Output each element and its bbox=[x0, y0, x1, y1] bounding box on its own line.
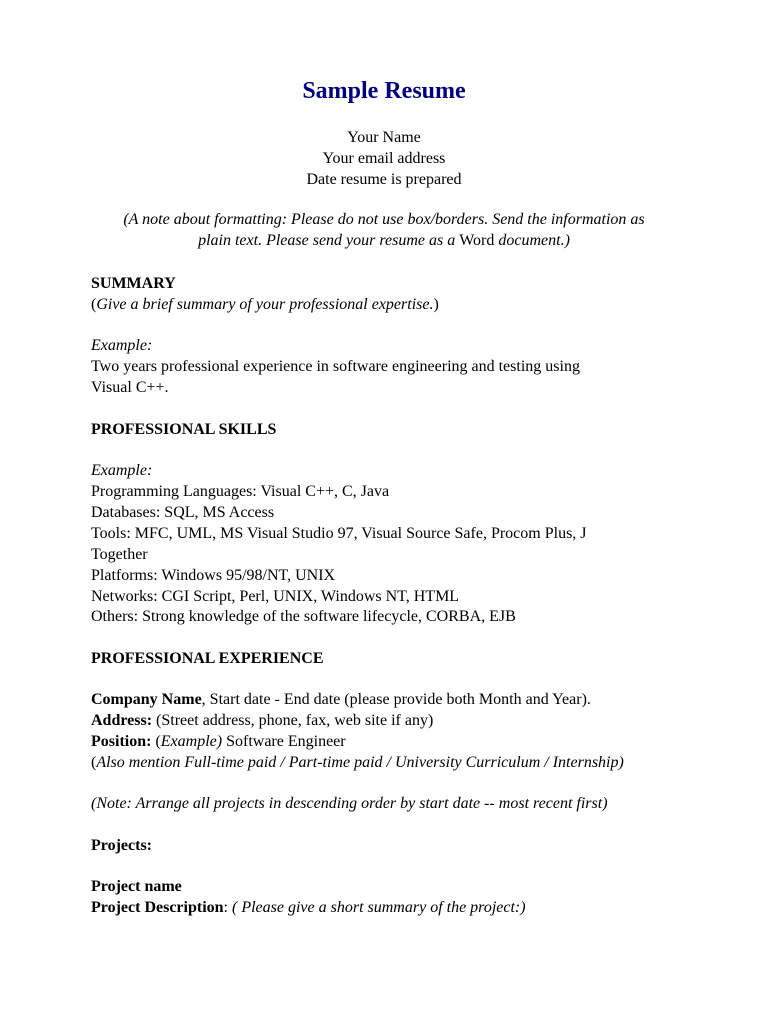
header-name: Your Name bbox=[347, 129, 421, 146]
position-text: Software Engineer bbox=[222, 733, 346, 750]
company-label: Company Name bbox=[91, 691, 202, 708]
summary-hint-text: Give a brief summary of your professional expertise. bbox=[96, 296, 434, 313]
summary-text-line2: Visual C++. bbox=[91, 379, 169, 396]
address-text: (Street address, phone, fax, web site if any) bbox=[152, 712, 434, 729]
skills-line: Tools: MFC, UML, MS Visual Studio 97, Visual Source Safe, Procom Plus, J bbox=[91, 525, 587, 542]
note-word: Word bbox=[459, 232, 495, 249]
address-label: Address: bbox=[91, 712, 153, 729]
project-description-colon: : bbox=[223, 899, 232, 916]
header-email: Your email address bbox=[322, 150, 446, 167]
note-text-b: document.) bbox=[494, 232, 570, 249]
mention-text: Also mention Full-time paid / Part-time paid / University Curriculum / Internship) bbox=[96, 754, 624, 771]
summary-example-label: Example: bbox=[91, 337, 153, 354]
skills-line: Together bbox=[91, 546, 148, 563]
project-description-label: Project Description bbox=[91, 899, 224, 916]
project-description-hint: ( Please give a short summary of the project:) bbox=[232, 899, 526, 916]
formatting-note bbox=[80, 209, 688, 251]
mention-open: ( bbox=[91, 754, 97, 771]
note-text-a: plain text. Please send your resume as a bbox=[198, 232, 460, 249]
skills-example-label: Example: bbox=[91, 462, 153, 479]
skills-line: Others: Strong knowledge of the software lifecycle, CORBA, EJB bbox=[91, 608, 516, 625]
address-line bbox=[91, 710, 691, 731]
mention-line bbox=[91, 752, 691, 773]
summary-text-line1: Two years professional experience in software engineering and testing using bbox=[91, 358, 580, 375]
header-date: Date resume is prepared bbox=[306, 171, 462, 188]
summary-hint bbox=[91, 294, 691, 315]
position-label: Position: bbox=[91, 733, 152, 750]
summary-heading: SUMMARY bbox=[91, 275, 176, 292]
projects-label: Projects: bbox=[91, 837, 152, 854]
formatting-note-line2 bbox=[80, 230, 688, 251]
skills-heading: PROFESSIONAL SKILLS bbox=[91, 421, 277, 438]
skills-line: Programming Languages: Visual C++, C, Java bbox=[91, 483, 390, 500]
position-line bbox=[91, 731, 691, 752]
skills-line: Platforms: Windows 95/98/NT, UNIX bbox=[91, 567, 336, 584]
experience-heading: PROFESSIONAL EXPERIENCE bbox=[91, 650, 324, 667]
formatting-note-line1: (A note about formatting: Please do not use box/borders. Send the information as bbox=[123, 211, 645, 228]
summary-hint-open: ( bbox=[91, 296, 97, 313]
skills-line: Databases: SQL, MS Access bbox=[91, 504, 275, 521]
skills-line: Networks: CGI Script, Perl, UNIX, Windows NT, HTML bbox=[91, 588, 460, 605]
project-description-line bbox=[91, 897, 691, 918]
projects-note: (Note: Arrange all projects in descending order by start date -- most recent first) bbox=[91, 795, 608, 812]
company-line bbox=[91, 689, 691, 710]
summary-hint-close: ) bbox=[433, 296, 439, 313]
position-open: ( bbox=[151, 733, 161, 750]
company-text: , Start date - End date (please provide both Month and Year). bbox=[201, 691, 591, 708]
page-title: Sample Resume bbox=[302, 78, 466, 104]
position-example: Example) bbox=[160, 733, 223, 750]
project-name-label: Project name bbox=[91, 878, 182, 895]
